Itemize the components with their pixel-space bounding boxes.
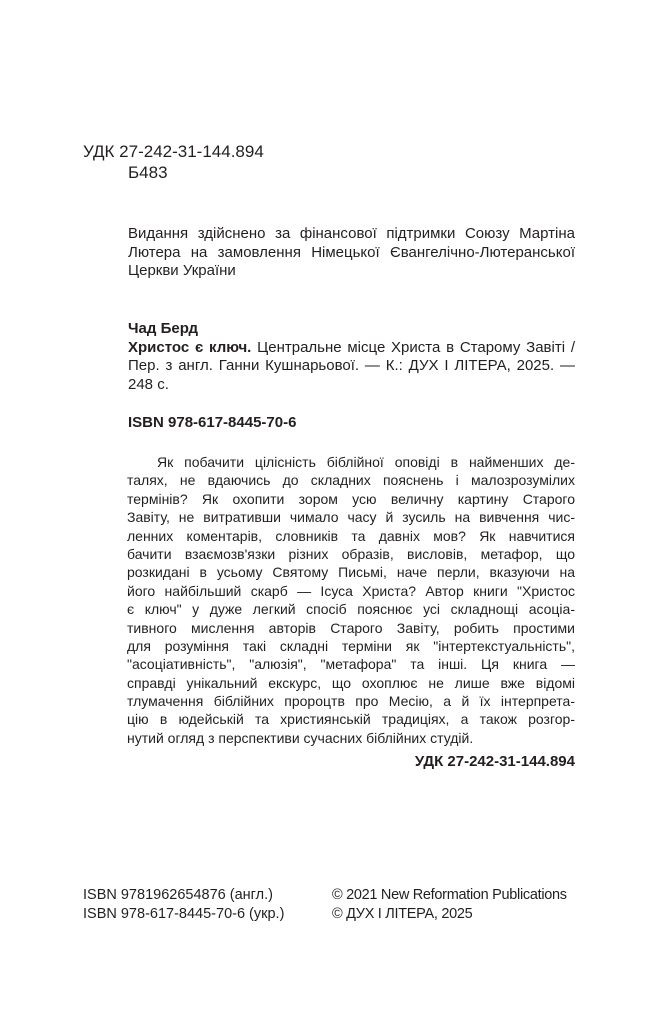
bibliographic-record <box>128 320 575 394</box>
isbn-list <box>83 886 284 923</box>
author-name: Чад Берд <box>128 320 199 337</box>
book-subtitle: Центральне місце Христа в Старому Завіті / <box>251 338 575 356</box>
abstract-line: тлумачення біблійних пророцтв про Месію, а й їх інтерпрета- <box>127 693 575 710</box>
abstract-line: його найбільший скарб — Ісуса Христа? Автор книги "Христос <box>127 582 575 599</box>
abstract-line: ленних коментарів, словників та давніх мов? Як навчитися <box>127 527 575 544</box>
abstract-line: талях, не вдаючись до складних пояснень і малозрозумілих <box>127 472 575 489</box>
udk-code-top: УДК 27-242-31-144.894 <box>83 142 264 161</box>
abstract-line: термінів? Як охопити зором усю величну картину Старого <box>127 490 575 507</box>
copyright-original: © 2021 New Reformation Publications <box>332 887 567 903</box>
page-count: 248 с. <box>128 375 169 393</box>
abstract-line: розкидані в усьому Святому Письмі, наче перли, вказуючи на <box>127 564 575 581</box>
funding-line: Лютера на замовлення Німецької Євангелічно-Лютеранської <box>128 243 575 261</box>
abstract-line: цію в юдейській та християнській традиціях, а також розгор- <box>127 711 575 728</box>
abstract-line: тивного мислення авторів Старого Завіту, робить простими <box>127 619 575 636</box>
udk-code-bottom: УДК 27-242-31-144.894 <box>414 753 575 770</box>
abstract <box>127 453 575 747</box>
title-line <box>128 339 575 358</box>
funding-line: Видання здійснено за фінансової підтримки Союзу Мартіна <box>128 225 575 242</box>
copyright-list <box>332 886 567 923</box>
abstract-line: "асоціативність", "алюзія", "метафора" та інші. Ця книга — <box>127 656 575 673</box>
abstract-line: Завіту, не витративши чимало часу й зусиль на вивчення чис- <box>127 509 575 526</box>
abstract-line: є ключ" у дуже легкий спосіб пояснює усі складнощі асоціа- <box>127 601 575 618</box>
abstract-line: Як побачити цілісність біблійної оповіді в найменших де- <box>157 454 575 470</box>
abstract-line: справді унікальний екскурс, що охоплює не лише вже відомі <box>127 674 575 691</box>
isbn-main: ISBN 978-617-8445-70-6 <box>128 414 297 431</box>
translation-publisher-line: Пер. з англ. Ганни Кушнарьової. — К.: ДУХ І ЛІТЕРА, 2025. — <box>128 357 575 374</box>
abstract-line: для розуміння такі складні терміни як "інтертекстуальність", <box>127 637 575 654</box>
funding-line: Церкви України <box>128 262 236 279</box>
author-code: Б483 <box>128 163 168 182</box>
funding-note <box>128 225 575 281</box>
abstract-line: нутий огляд з перспективи сучасних біблійних студій. <box>127 729 474 746</box>
isbn-ukrainian: ISBN 978-617-8445-70-6 (укр.) <box>83 905 285 922</box>
isbn-english: ISBN 9781962654876 (англ.) <box>83 887 273 903</box>
abstract-line: бачити взаємозв'язки різних образів, висловів, метафор, що <box>127 545 575 562</box>
book-title: Христос є ключ. <box>128 338 252 356</box>
copyright-translation: © ДУХ І ЛІТЕРА, 2025 <box>332 905 473 922</box>
